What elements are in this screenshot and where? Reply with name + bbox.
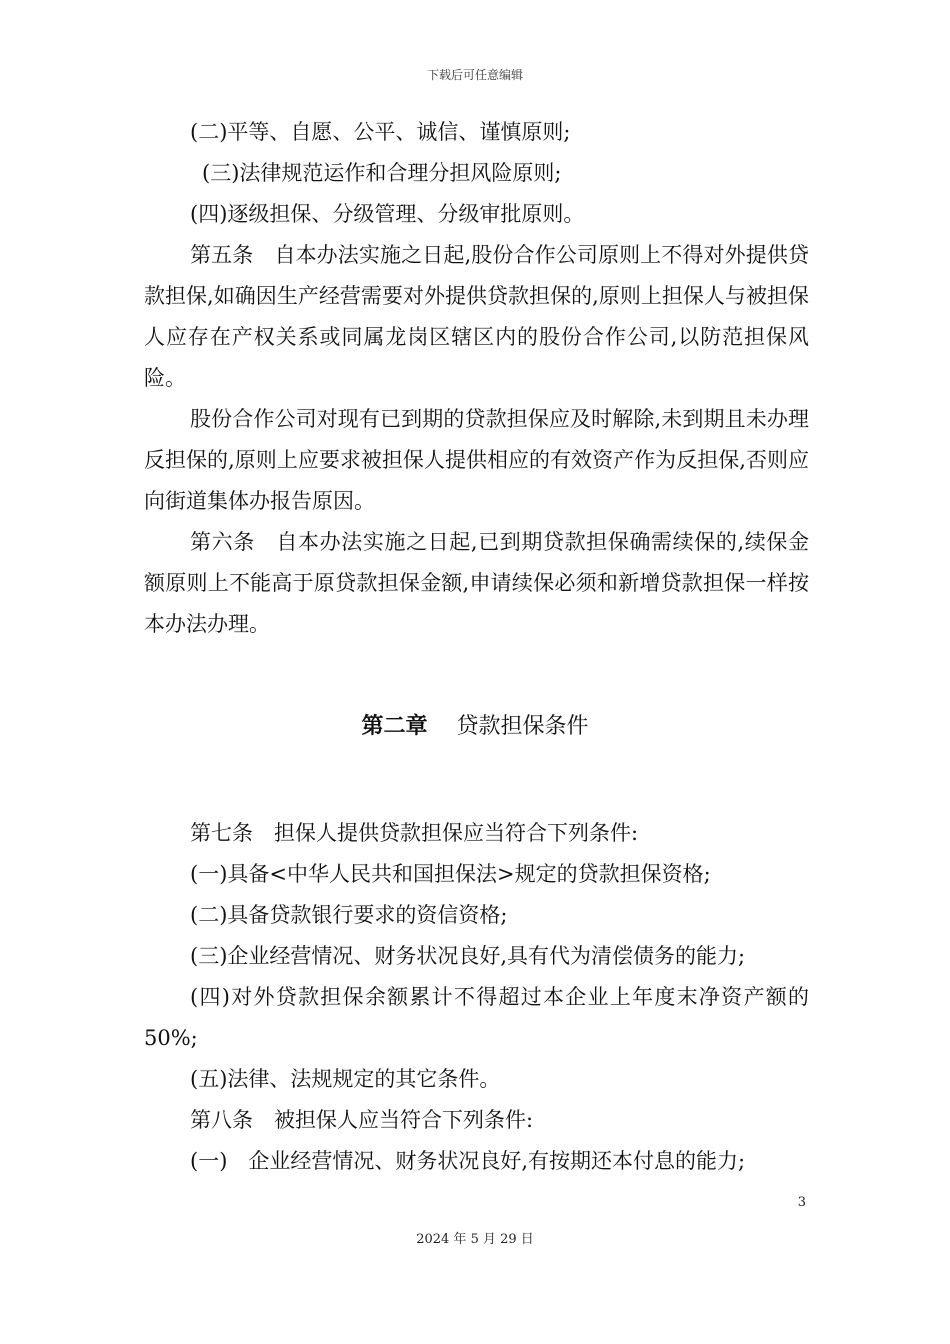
paragraph: (一)具备<中华人民共和国担保法>规定的贷款担保资格; [190, 862, 711, 886]
paragraph: 第七条 担保人提供贷款担保应当符合下列条件: [190, 821, 639, 845]
page-number: 3 [797, 1195, 806, 1210]
paragraph: 股份合作公司对现有已到期的贷款担保应及时解除,未到期且未办理反担保的,原则上应要求被担保人提供相应的有效资产作为反担保,否则应向街道集体办报告原因。 [144, 407, 809, 513]
paragraph: (二)具备贷款银行要求的资信资格; [190, 903, 508, 927]
paragraph: (一) 企业经营情况、财务状况良好,有按期还本付息的能力; [190, 1149, 746, 1173]
paragraph: (二)平等、自愿、公平、诚信、谨慎原则; [190, 120, 571, 144]
paragraph: (五)法律、法规规定的其它条件。 [190, 1067, 501, 1091]
page-header: 下载后可任意编辑 [426, 68, 523, 82]
paragraph: (三)企业经营情况、财务状况良好,具有代为清偿债务的能力; [190, 944, 746, 968]
body-section-2 [144, 813, 816, 1182]
chapter-title: 贷款担保条件 [456, 714, 589, 739]
body-section-1 [144, 112, 809, 645]
paragraph: (三)法律规范运作和合理分担风险原则; [202, 161, 562, 185]
paragraph: 第八条 被担保人应当符合下列条件: [190, 1108, 534, 1132]
paragraph: 第五条 自本办法实施之日起,股份合作公司原则上不得对外提供贷款担保,如确因生产经营需要对外提供贷款担保的,原则上担保人与被担保人应存在产权关系或同属龙岗区辖区内的股份合作公司,以防范担保风险。 [144, 243, 809, 390]
footer-date: 2024 年 5 月 29 日 [416, 1232, 534, 1247]
chapter-number: 第二章 [361, 713, 428, 739]
paragraph: (四)对外贷款担保余额累计不得超过本企业上年度末净资产额的 50%; [144, 985, 816, 1050]
chapter-heading [0, 706, 950, 747]
paragraph: (四)逐级担保、分级管理、分级审批原则。 [190, 202, 585, 226]
paragraph: 第六条 自本办法实施之日起,已到期贷款担保确需续保的,续保金额原则上不能高于原贷款担保金额,申请续保必须和新增贷款担保一样按本办法办理。 [144, 530, 809, 636]
